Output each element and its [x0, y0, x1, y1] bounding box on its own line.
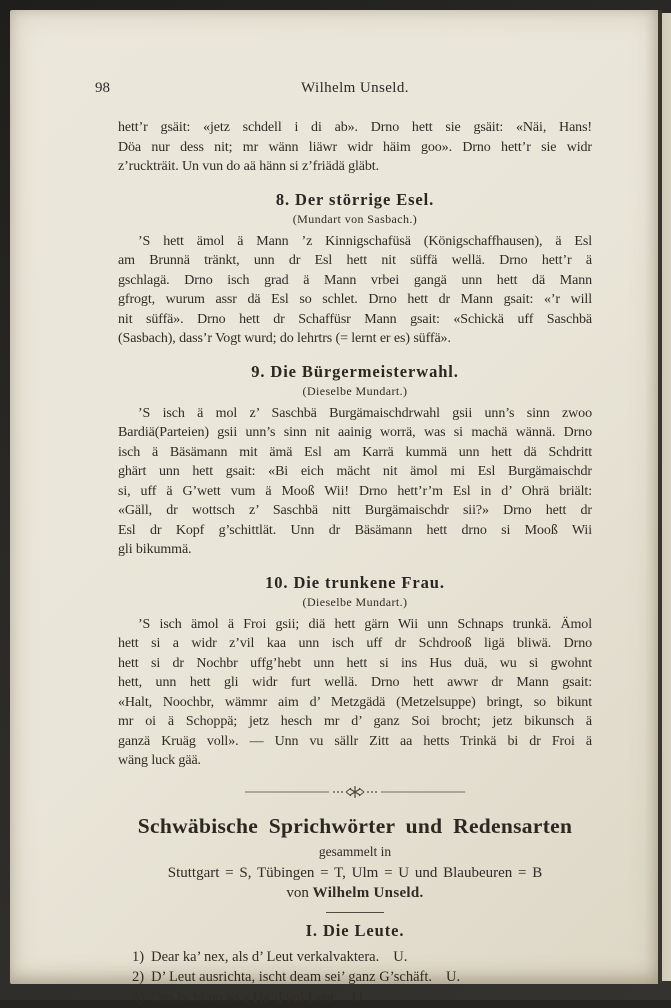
- text-line: ganzä Kruäg voll». — Unn vu sällr Zitt aa hetts Trinkä bi dr Froi ä: [118, 732, 592, 752]
- collection-legend: Stuttgart = S, Tübingen = T, Ulm = U und Blaubeuren = B: [118, 865, 592, 882]
- story-8: [118, 190, 592, 349]
- adjacent-page-edge: [662, 13, 671, 981]
- story-dialect-note: (Mundart von Sasbach.): [118, 212, 592, 227]
- text-line: ghärt unn hett gsait: «Bi eich mächt nit ämol mi Esl Burgämaischdr: [118, 462, 592, 482]
- proverb-source: U.: [352, 990, 366, 1006]
- text-line: gli bikummä.: [118, 540, 592, 560]
- story-paragraph: [118, 615, 592, 771]
- text-line: (Sasbach), dass’r Vogt wurd; do lehrtrs (= lernt er es) süffä».: [118, 329, 592, 349]
- proverb-item: [132, 988, 592, 1008]
- chapter-title: I. Die Leute.: [118, 921, 592, 941]
- proverb-list: [118, 947, 592, 1008]
- collection-title: Schwäbische Sprichwörter und Redensarten: [118, 814, 592, 839]
- story-title: 10. Die trunkene Frau.: [118, 573, 592, 593]
- text-line: Esl dr Kopf g’schittlät. Unn dr Bäsämann hett drno si Mooß Wii: [118, 521, 592, 541]
- byline-prefix: von: [286, 885, 309, 901]
- proverb-text: Dear ka’ nex, als d’ Leut verkalvaktera.: [151, 949, 379, 965]
- text-line: nit süffä». Drno hett dr Schaffüsr Mann gsait: «Schickä uff Saschbä: [118, 310, 592, 330]
- text-line: am Brunnä tränkt, unn dr Esl hett nit süffä wellä. Drno hett’r ä: [118, 251, 592, 271]
- story-paragraph: [118, 404, 592, 560]
- story-title: 8. Der störrige Esel.: [118, 190, 592, 210]
- text-line: gfrogt, wurum assr dä Esl so schlet. Drno hett dr Mann gsait: «’r will: [118, 290, 592, 310]
- story-dialect-note: (Dieselbe Mundart.): [118, 384, 592, 399]
- text-line: mr oi ä Schoppä; jetz hesch mr d’ ganz Soi brocht; jetz bikunsch ä: [118, 712, 592, 732]
- proverb-item: [132, 947, 592, 968]
- proverb-item: [132, 967, 592, 988]
- short-rule: [326, 912, 384, 913]
- story-title: 9. Die Bürgermeisterwahl.: [118, 362, 592, 382]
- proverb-number: 2): [132, 969, 144, 985]
- story-9: [118, 362, 592, 560]
- section-divider: [118, 784, 592, 800]
- text-line: hett si a widr z’vil kaa unn isch uff dr Schdrooß ligä bliwä. Drno: [118, 634, 592, 654]
- collection-subtitle: gesammelt in: [118, 844, 592, 860]
- text-line: Döa nur dess nit; mr wänn liäwr widr häim goo». Drno hett’r sie widr: [118, 138, 592, 158]
- text-line: hett, unn hett gli widr furt wellä. Drno hett awwr dr Mann gsait:: [118, 673, 592, 693]
- text-line: Bardiä(Parteien) gsii unn’s sinn nit aainig worrä, was si machä wännä. Drno: [118, 423, 592, 443]
- proverb-number: 1): [132, 949, 144, 965]
- page-number: 98: [95, 80, 110, 97]
- story-dialect-note: (Dieselbe Mundart.): [118, 595, 592, 610]
- text-line: ’S isch ämol ä Froi gsii; diä hett gärn Wii unn Schnaps trunkä. Ämol: [118, 615, 592, 635]
- running-title: Wilhelm Unseld.: [118, 80, 592, 97]
- text-line: hett’r gsäit: «jetz schdell i di ab». Drno hett sie gsäit: «Näi, Hans!: [118, 118, 592, 138]
- proverb-text: Des ischt no so a Ha’d vol Leut.: [151, 990, 338, 1006]
- proverb-source: U.: [446, 969, 460, 985]
- text-line: wäng luck gää.: [118, 751, 592, 771]
- book-page: [10, 10, 659, 984]
- fleuron-icon: [245, 784, 465, 800]
- story-10: [118, 573, 592, 771]
- collection-section: [118, 814, 592, 1008]
- text-line: isch ä Bäsämann mit ämä Esl am Karrä kummä unn hett dä Schdritt: [118, 443, 592, 463]
- text-line: si, uff ä G’wett vum ä Mooß Wii! Drno hett’r’m Esl in d’ Ohrä briält:: [118, 482, 592, 502]
- text-line: z’ruckträit. Un vun do aä hänn si z’friädä gläbt.: [118, 157, 592, 177]
- text-line: «Halt, Noochbr, wämmr aim d’ Metzgädä (Metzelsuppe) bringt, so bikunt: [118, 693, 592, 713]
- text-line: «Gäll, dr wottsch z’ Saschbä nitt Burgämaischdr sii?» Drno hett dr: [118, 501, 592, 521]
- text-line: ’S isch ä mol z’ Saschbä Burgämaischdrwahl gsii unn’s sinn zwoo: [118, 404, 592, 424]
- byline-author: Wilhelm Unseld.: [313, 885, 424, 901]
- proverb-source: U.: [393, 949, 407, 965]
- text-line: gschlagä. Drno isch grad ä Mann vrbei gangä unn hett dä Mann: [118, 271, 592, 291]
- byline: [118, 885, 592, 902]
- proverb-text: D’ Leut ausrichta, ischt deam sei’ ganz G’schäft.: [151, 969, 432, 985]
- page-header: [118, 80, 592, 99]
- text-block: [118, 80, 592, 1008]
- intro-paragraph: [118, 118, 592, 177]
- story-paragraph: [118, 232, 592, 349]
- text-line: hett si dr Nochbr uffg’hebt unn hett si ins Hus duä, wu si gwohnt: [118, 654, 592, 674]
- proverb-number: 3): [132, 990, 144, 1006]
- text-line: ’S hett ämol ä Mann ’z Kinnigschafüsä (Königschaffhausen), ä Esl: [118, 232, 592, 252]
